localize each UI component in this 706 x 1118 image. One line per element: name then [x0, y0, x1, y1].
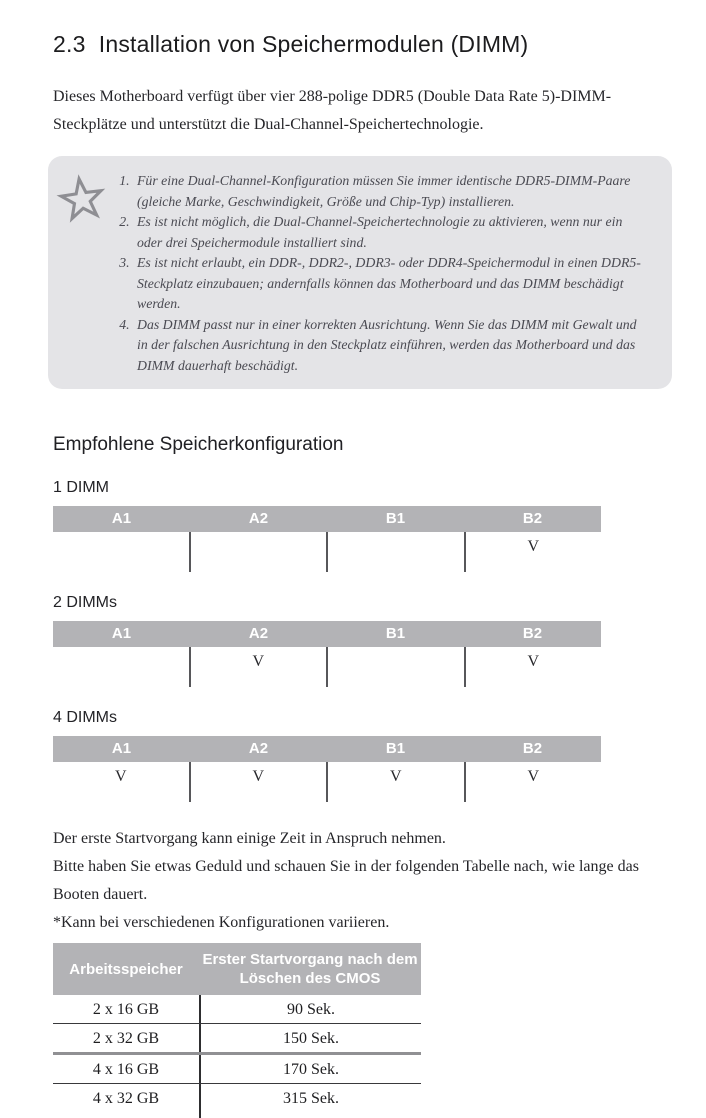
time-cell: 90 Sek.: [199, 995, 421, 1023]
table-header-row: [53, 621, 601, 647]
column-header-a2: A2: [248, 625, 269, 642]
config-label: 4 DIMMs: [53, 709, 117, 726]
page-title: 2.3 Installation von Speichermodulen (DIMM): [53, 31, 529, 57]
column-header-b1: B1: [385, 510, 406, 527]
boot-table-header: [53, 943, 421, 995]
intro-paragraph: Dieses Motherboard verfügt über vier 288-polige DDR5 (Double Data Rate 5)-DIMM-Steckplätze und unterstützt die Dual-Channel-Speichertechnologie.: [53, 88, 612, 133]
time-cell: 170 Sek.: [199, 1055, 421, 1083]
dimm-slot-table: [53, 621, 601, 687]
note-item: 4. Das DIMM passt nur in einer korrekten Ausrichtung. Wenn Sie das DIMM mit Gewalt und in der falschen Ausrichtung in den Steckplatz einführen, werden das Motherboard und das DIMM dauerhaft beschädigt.: [133, 315, 650, 377]
slot-cell-a2: V: [189, 762, 327, 802]
column-header-a1: A1: [111, 740, 132, 757]
table-row: [53, 1024, 421, 1055]
memory-cell: 2 x 16 GB: [92, 1000, 160, 1018]
table-row: [53, 1055, 421, 1084]
memory-config-heading: Empfohlene Speicherkonfiguration: [53, 434, 344, 455]
note-item: 1. Für eine Dual-Channel-Konfiguration müssen Sie immer identische DDR5-DIMM-Paare (gleiche Marke, Geschwindigkeit, Größe und Chip-Typ) installieren.: [133, 171, 650, 212]
column-header-a2: A2: [248, 510, 269, 527]
slot-cell-b2: V: [464, 762, 602, 802]
boot-text-line: Der erste Startvorgang kann einige Zeit in Anspruch nehmen.: [53, 830, 446, 847]
dimm-config-4dimms: [53, 708, 673, 802]
slot-cell-b1: [326, 532, 464, 572]
column-header-b2: B2: [522, 625, 543, 642]
column-header-b1: B1: [385, 625, 406, 642]
config-label: 1 DIMM: [53, 479, 109, 496]
time-cell: 150 Sek.: [199, 1024, 421, 1052]
config-label: 2 DIMMs: [53, 594, 117, 611]
slot-cell-a1: V: [114, 768, 127, 785]
dimm-config-2dimms: [53, 593, 673, 687]
memory-cell: 4 x 16 GB: [92, 1060, 160, 1078]
boot-text-footnote: *Kann bei verschiedenen Konfigurationen variieren.: [53, 914, 390, 931]
note-item: 2. Es ist nicht möglich, die Dual-Channel-Speichertechnologie zu aktivieren, wenn nur ein oder drei Speichermodule installiert sind.: [133, 212, 650, 253]
note-list: [116, 171, 654, 376]
memory-cell: 2 x 32 GB: [92, 1029, 160, 1047]
dimm-slot-table: [53, 506, 601, 572]
table-header-row: [53, 736, 601, 762]
time-cell: 315 Sek.: [199, 1084, 421, 1112]
slot-cell-a2: V: [189, 647, 327, 687]
column-header-b2: B2: [522, 510, 543, 527]
column-header-a2: A2: [248, 740, 269, 757]
table-value-row: [53, 532, 601, 572]
column-header-b1: B1: [385, 740, 406, 757]
table-row: [53, 1084, 421, 1112]
column-header-memory: Arbeitsspeicher: [69, 960, 183, 978]
slot-cell-b2: V: [464, 647, 602, 687]
column-header-boot-time: Erster Startvorgang nach dem Löschen des CMOS: [202, 951, 418, 987]
memory-cell: 4 x 32 GB: [92, 1089, 160, 1107]
slot-cell-b1: [326, 647, 464, 687]
table-header-row: [53, 506, 601, 532]
boot-time-table: [53, 943, 421, 1118]
slot-cell-a1: [53, 532, 189, 572]
star-outline-icon: [48, 171, 116, 376]
column-header-a1: A1: [111, 625, 132, 642]
slot-cell-b2: V: [464, 532, 602, 572]
column-header-b2: B2: [522, 740, 543, 757]
slot-cell-a1: [53, 647, 189, 687]
boot-time-paragraph: [53, 825, 673, 937]
table-column-divider-tail: [53, 1112, 201, 1118]
column-header-a1: A1: [111, 510, 132, 527]
table-row: [53, 995, 421, 1024]
boot-text-line: Bitte haben Sie etwas Geduld und schauen Sie in der folgenden Tabelle nach, wie lange das Booten dauert.: [53, 858, 639, 903]
dimm-config-1dimm: [53, 478, 673, 572]
table-value-row: [53, 647, 601, 687]
note-item: 3. Es ist nicht erlaubt, ein DDR-, DDR2-, DDR3- oder DDR4-Speichermodul in einen DDR5-Steckplatz einzubauen; andernfalls können das Motherboard und das DIMM beschädigt werden.: [133, 253, 650, 315]
table-value-row: [53, 762, 601, 802]
manual-page: [0, 30, 706, 1106]
dimm-slot-table: [53, 736, 601, 802]
slot-cell-b1: V: [326, 762, 464, 802]
note-box: [48, 156, 672, 389]
slot-cell-a2: [189, 532, 327, 572]
